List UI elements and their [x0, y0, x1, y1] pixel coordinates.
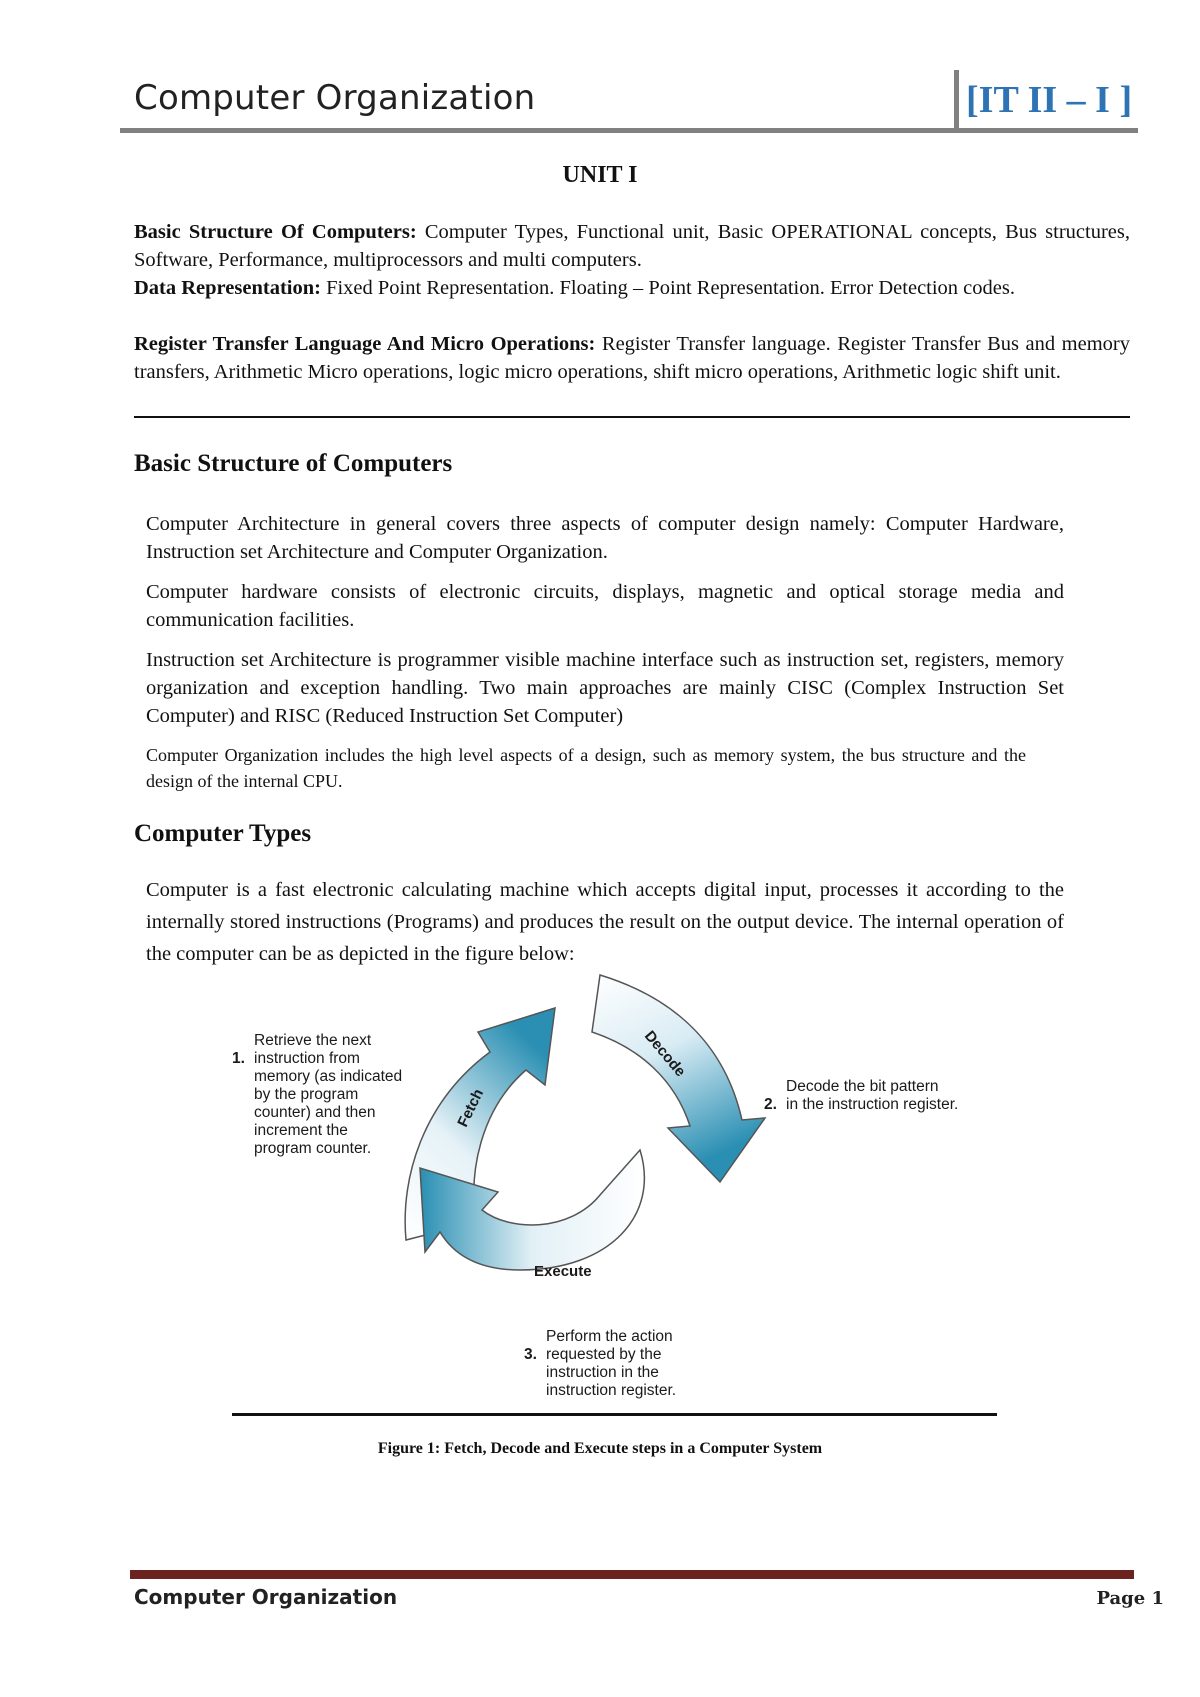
figure-caption: Figure 1: Fetch, Decode and Execute steps in a Computer System — [377, 1440, 823, 1457]
paragraph-computer-types: Computer is a fast electronic calculating machine which accepts digital input, processes it according to the internally stored instructions (Programs) and produces the result on the output device. The internal operation of the computer can be as depicted in the figure below: — [146, 879, 1064, 965]
syllabus-item — [134, 274, 1130, 302]
execute-label: Execute — [534, 1263, 592, 1280]
figure-step-2 — [764, 1078, 959, 1132]
unit-title: UNIT I — [562, 162, 638, 188]
page-number: Page 1 — [1096, 1588, 1164, 1609]
step-number: 2. — [764, 1096, 777, 1113]
footer-title: Computer Organization — [134, 1585, 398, 1609]
syllabus-label: Register Transfer Language And Micro Operations: — [134, 333, 596, 355]
paragraph-hardware: Computer hardware consists of electronic circuits, displays, magnetic and optical storage media and communication facilities. — [146, 581, 1064, 631]
header-rule — [120, 128, 1138, 133]
step-text: Decode the bit pattern in the instruction register. — [786, 1078, 959, 1113]
syllabus-item — [134, 330, 1130, 386]
section-heading-basic-structure: Basic Structure of Computers — [134, 450, 453, 477]
header-course-code: [IT II – I ] — [966, 79, 1133, 121]
paragraph-architecture: Computer Architecture in general covers three aspects of computer design namely: Computer Hardware, Instruction set Architecture and Computer Organization. — [146, 513, 1064, 563]
header-title: Computer Organization — [134, 78, 536, 118]
syllabus-label: Data Representation: — [134, 277, 321, 299]
fetch-label: Fetch — [454, 1086, 488, 1130]
paragraph-isa: Instruction set Architecture is programmer visible machine interface such as instruction set, registers, memory organization and exception handling. Two main approaches are mainly CISC (Complex Instruction Set Computer) and RISC (Reduced Instruction Set Computer) — [146, 649, 1064, 727]
syllabus-rule — [134, 416, 1130, 418]
paragraph-organization: Computer Organization includes the high level aspects of a design, such as memory system, the bus structure and the design of the internal CPU. — [146, 745, 1026, 791]
step-number: 1. — [232, 1050, 245, 1067]
figure-step-3 — [524, 1328, 677, 1399]
syllabus-item — [134, 218, 1130, 274]
figure-rule — [232, 1413, 997, 1416]
footer-rule — [130, 1570, 1134, 1579]
syllabus-text: Fixed Point Representation. Floating – Point Representation. Error Detection codes. — [320, 277, 1015, 299]
syllabus-text: Computer Types, Functional unit, Basic OPERATIONAL concepts, Bus structures, Software, Performance, multiprocessors and multi computers. — [134, 221, 1130, 271]
figure-step-1 — [232, 1032, 403, 1157]
step-number: 3. — [524, 1346, 537, 1363]
syllabus-label: Basic Structure Of Computers: — [134, 221, 417, 243]
decode-arrow — [592, 975, 765, 1182]
step-text: Retrieve the next instruction from memory (as indicated by the program counter) and then increment the program counter. — [254, 1032, 403, 1157]
header-divider — [954, 70, 959, 132]
decode-label: Decode — [640, 1027, 689, 1081]
syllabus-text: Register Transfer language. Register Transfer Bus and memory transfers, Arithmetic Micro operations, logic micro operations, shift micro operations, Arithmetic logic shift unit. — [134, 333, 1130, 383]
section-heading-computer-types: Computer Types — [134, 820, 312, 847]
step-text: Perform the action requested by the instruction in the instruction register. — [546, 1328, 677, 1399]
